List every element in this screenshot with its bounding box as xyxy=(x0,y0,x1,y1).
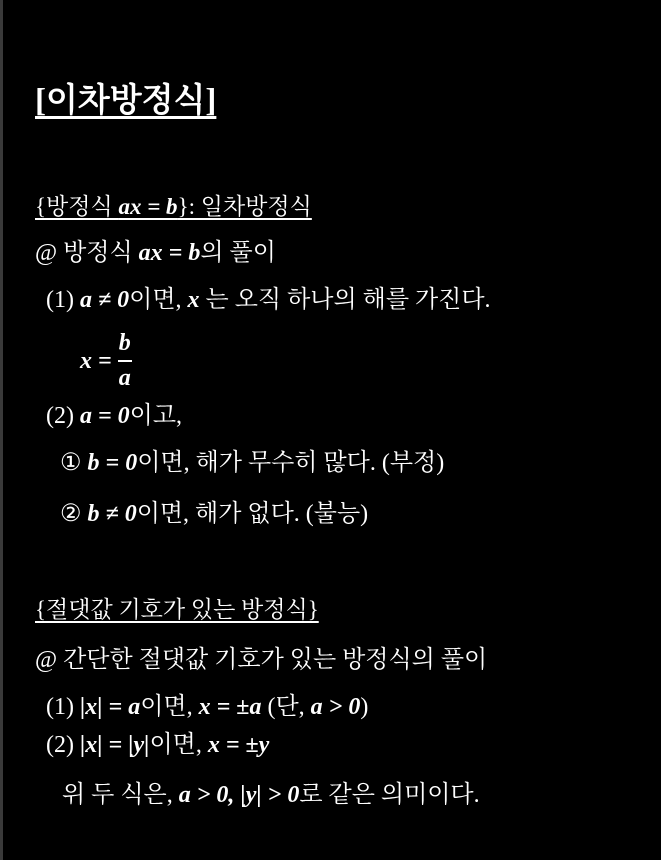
math: b ≠ 0 xyxy=(87,501,137,527)
text: ) xyxy=(360,694,369,720)
linear-subcase-1 xyxy=(60,448,444,478)
text: (1) xyxy=(46,287,80,313)
circled-number: ① xyxy=(60,450,82,476)
fraction xyxy=(118,330,132,392)
text: 로 같은 의미이다. xyxy=(299,782,480,808)
absolute-case-1 xyxy=(46,692,368,722)
text: 이면, xyxy=(149,732,208,758)
absolute-case-2 xyxy=(46,730,269,760)
left-edge xyxy=(0,0,3,860)
math: ax = b xyxy=(138,240,201,266)
math: x = ±y xyxy=(207,732,270,758)
fraction-formula xyxy=(80,330,132,392)
text: (1) xyxy=(46,694,80,720)
text: (2) xyxy=(46,403,80,429)
math: |x| = |y| xyxy=(79,732,150,758)
text: @ 방정식 xyxy=(35,240,139,266)
absolute-intro: @ 간단한 절댓값 기호가 있는 방정식의 풀이 xyxy=(35,647,488,673)
text: 이면, 해가 없다. (불능) xyxy=(136,501,369,527)
page-title: [이차방정식] xyxy=(35,83,217,119)
math: b = 0 xyxy=(87,450,138,476)
circled-number: ② xyxy=(60,501,82,527)
fraction-lhs: x = xyxy=(80,347,112,374)
math: a > 0 xyxy=(310,694,361,720)
text: 이면, xyxy=(129,287,188,313)
math: a > 0, |y| > 0 xyxy=(178,782,300,808)
section-heading-absolute: {절댓값 기호가 있는 방정식} xyxy=(35,597,319,622)
linear-subcase-2 xyxy=(60,499,368,529)
math: a ≠ 0 xyxy=(79,287,130,313)
math: x = ±a xyxy=(198,694,262,720)
text: (단, xyxy=(261,694,311,720)
text: 는 오직 하나의 해를 가진다. xyxy=(199,287,491,313)
text: 위 두 식은, xyxy=(62,782,179,808)
math: a = 0 xyxy=(79,403,130,429)
text: (2) xyxy=(46,732,80,758)
denominator: a xyxy=(118,365,131,391)
math: |x| = a xyxy=(79,694,141,720)
fraction-bar xyxy=(118,360,132,362)
linear-case-2 xyxy=(46,401,182,431)
math: x xyxy=(187,287,200,313)
heading-math: ax = b xyxy=(118,194,178,219)
text: 이고, xyxy=(129,403,183,429)
text: 의 풀이 xyxy=(200,240,276,266)
section-heading-linear xyxy=(35,192,312,222)
linear-intro xyxy=(35,238,276,268)
heading-text: {방정식 xyxy=(35,194,119,219)
numerator: b xyxy=(118,330,131,356)
absolute-note xyxy=(62,780,480,810)
text: 이면, 해가 무수히 많다. (부정) xyxy=(137,450,445,476)
linear-case-1 xyxy=(46,285,491,315)
text: 이면, xyxy=(140,694,199,720)
heading-text: }: 일차방정식 xyxy=(177,194,312,219)
